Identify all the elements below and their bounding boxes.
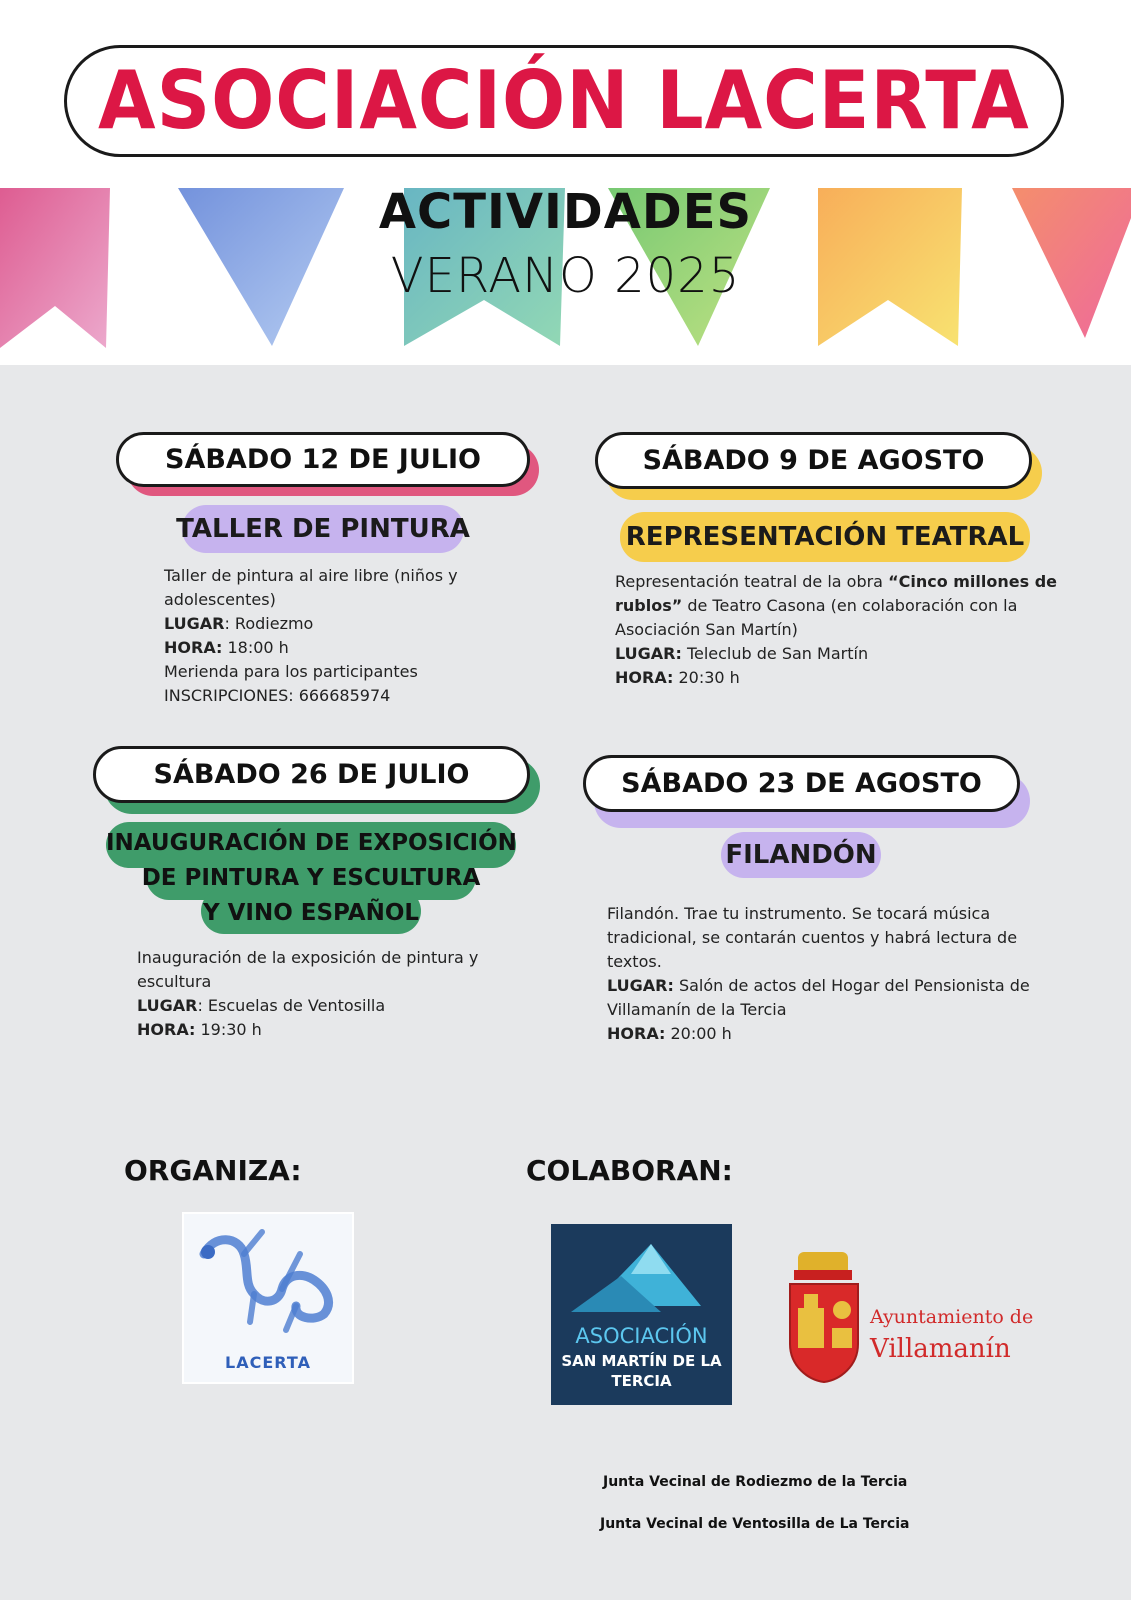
event-details-3 xyxy=(137,946,517,1042)
detail-lugar: LUGAR: Teleclub de San Martín xyxy=(615,644,869,663)
detail-line: Filandón. Trae tu instrumento. Se tocará música xyxy=(607,904,991,923)
detail-hora: HORA: 19:30 h xyxy=(137,1020,262,1039)
lacerta-logo xyxy=(182,1212,354,1384)
san-martin-line-2: SAN MARTÍN DE LA xyxy=(561,1352,722,1370)
event-tag-1: TALLER DE PINTURA xyxy=(182,505,464,553)
san-martin-line-3: TERCIA xyxy=(611,1372,672,1390)
villamanin-logo xyxy=(784,1244,1044,1384)
detail-line: Taller de pintura al aire libre (niños y xyxy=(164,566,458,585)
event-tag-3 xyxy=(106,822,516,934)
colaboran-label: COLABORAN: xyxy=(526,1154,733,1187)
detail-line: INSCRIPCIONES: 666685974 xyxy=(164,686,391,705)
san-martin-logo xyxy=(551,1224,732,1405)
detail-lugar: LUGAR: Escuelas de Ventosilla xyxy=(137,996,386,1015)
detail-line: Asociación San Martín) xyxy=(615,620,798,639)
tag-line-1: INAUGURACIÓN DE EXPOSICIÓN xyxy=(106,830,517,856)
event-date-3: SÁBADO 26 DE JULIO xyxy=(93,746,530,803)
detail-hora: HORA: 20:00 h xyxy=(607,1024,732,1043)
footer-junta-ventosilla: Junta Vecinal de Ventosilla de La Tercia xyxy=(600,1516,910,1532)
event-details-4 xyxy=(607,902,1067,1046)
event-date-1: SÁBADO 12 DE JULIO xyxy=(116,432,530,487)
organiza-label: ORGANIZA: xyxy=(124,1154,302,1187)
detail-hora: HORA: 18:00 h xyxy=(164,638,289,657)
coat-of-arms-icon xyxy=(784,1244,864,1384)
title-frame xyxy=(64,45,1064,157)
detail-line: adolescentes) xyxy=(164,590,276,609)
tag-line-3: Y VINO ESPAÑOL xyxy=(202,900,420,926)
detail-line: tradicional, se contarán cuentos y habrá lectura de xyxy=(607,928,1018,947)
event-tag-4: FILANDÓN xyxy=(721,832,881,878)
detail-line: Inauguración de la exposición de pintura y xyxy=(137,948,479,967)
detail-hora: HORA: 20:30 h xyxy=(615,668,740,687)
event-date-2: SÁBADO 9 DE AGOSTO xyxy=(595,432,1032,489)
ayto-line-1: Ayuntamiento de xyxy=(870,1306,1034,1328)
event-details-2 xyxy=(615,570,1065,690)
ayto-line-2: Villamanín xyxy=(870,1334,1011,1364)
lizard-icon xyxy=(184,1214,352,1344)
detail-line: Representación teatral de la obra “Cinco millones de xyxy=(615,572,1058,591)
subtitle-actividades: ACTIVIDADES xyxy=(378,184,753,240)
san-martin-line-1: ASOCIACIÓN xyxy=(575,1324,708,1348)
page-title: ASOCIACIÓN LACERTA xyxy=(98,54,1030,147)
event-tag-2: REPRESENTACIÓN TEATRAL xyxy=(620,512,1030,562)
lacerta-logo-text: LACERTA xyxy=(225,1353,311,1372)
detail-lugar: LUGAR: Rodiezmo xyxy=(164,614,314,633)
header-area xyxy=(0,0,1131,365)
detail-line: Villamanín de la Tercia xyxy=(607,1000,787,1019)
tag-line-2: DE PINTURA Y ESCULTURA xyxy=(141,865,481,891)
detail-line: textos. xyxy=(607,952,662,971)
detail-lugar: LUGAR: Salón de actos del Hogar del Pensionista de xyxy=(607,976,1030,995)
event-details-1 xyxy=(164,564,494,708)
event-date-4: SÁBADO 23 DE AGOSTO xyxy=(583,755,1020,812)
subtitle-verano: VERANO 2025 xyxy=(390,248,741,304)
detail-line: escultura xyxy=(137,972,212,991)
detail-line: rublos” de Teatro Casona (en colaboración con la xyxy=(615,596,1018,615)
footer-junta-rodiezmo: Junta Vecinal de Rodiezmo de la Tercia xyxy=(603,1474,908,1490)
detail-line: Merienda para los participantes xyxy=(164,662,418,681)
mountain-icon xyxy=(551,1224,732,1324)
